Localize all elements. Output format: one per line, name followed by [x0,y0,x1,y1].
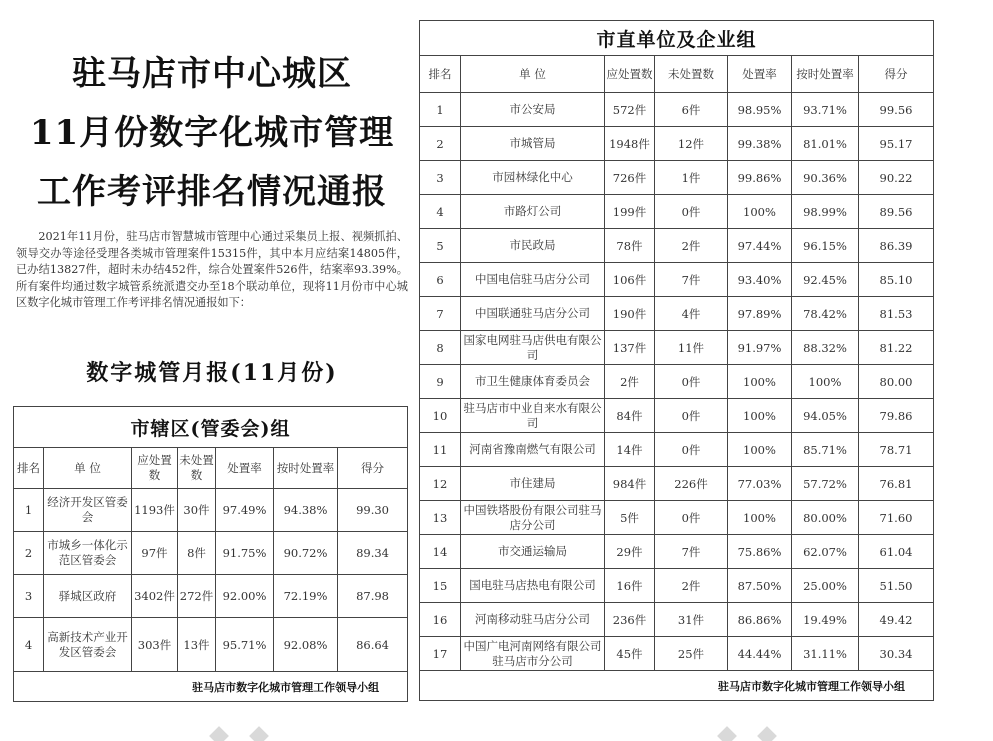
header-due: 应处置数 [605,56,655,93]
report-title-line-1: 驻马店市中心城区 [72,54,352,94]
table-row: 14 市交通运输局 29件 7件 75.86% 62.07% 61.04 [420,535,934,569]
table-row: 9 市卫生健康体育委员会 2件 0件 100% 100% 80.00 [420,365,934,399]
district-header-row [14,448,408,489]
table-row: 12 市住建局 984件 226件 77.03% 57.72% 76.81 [420,467,934,501]
table-row: 3 驿城区政府 3402件 272件 92.00% 72.19% 87.98 [14,575,408,618]
table-row: 1 市公安局 572件 6件 98.95% 93.71% 99.56 [420,93,934,127]
page-ornament [717,726,737,741]
table-row: 11 河南省豫南燃气有限公司 14件 0件 100% 85.71% 78.71 [420,433,934,467]
header-ontime-rate: 按时处置率 [792,56,859,93]
header-rate: 处置率 [728,56,792,93]
table-row: 7 中国联通驻马店分公司 190件 4件 97.89% 78.42% 81.53 [420,297,934,331]
table-row: 2 市城乡一体化示范区管委会 97件 8件 91.75% 90.72% 89.34 [14,532,408,575]
district-ranking-table [13,406,408,702]
intro-paragraph: 2021年11月份，驻马店市智慧城市管理中心通过采集员上报、视频抓拍、领导交办等途径受理各类城市管理案件15315件，其中本月应结案14805件，已办结13827件，超时未办结452件，综合处置案件526件，结案率93.39%。所有案件均通过数字城管系统派遣交办至18个联动单位，现将11月份市中心城区数字化城市管理工作考评排名情况通报如下： [16,230,408,309]
district-group-title: 市辖区(管委会)组 [14,407,408,448]
table-row: 8 国家电网驻马店供电有限公司 137件 11件 91.97% 88.32% 81.22 [420,331,934,365]
table-row: 3 市园林绿化中心 726件 1件 99.86% 90.36% 90.22 [420,161,934,195]
header-due: 应处置数 [132,448,178,489]
municipal-group-title: 市直单位及企业组 [420,21,934,56]
header-score: 得分 [338,448,408,489]
page-ornament [757,726,777,741]
header-rate: 处置率 [216,448,274,489]
municipal-header-row [420,56,934,93]
municipal-ranking-table [419,20,934,701]
monthly-report-subtitle: 数字城管月报(11月份) [86,360,338,386]
header-pending: 未处置数 [655,56,728,93]
table-row: 17 中国广电河南网络有限公司驻马店市分公司 45件 25件 44.44% 31.11% 30.34 [420,637,934,671]
table-row: 4 市路灯公司 199件 0件 100% 98.99% 89.56 [420,195,934,229]
header-ontime-rate: 按时处置率 [274,448,338,489]
table-row: 2 市城管局 1948件 12件 99.38% 81.01% 95.17 [420,127,934,161]
page-ornament [249,726,269,741]
header-rank: 排名 [420,56,461,93]
district-table-footer: 驻马店市数字化城市管理工作领导小组 [14,672,408,702]
table-row: 6 中国电信驻马店分公司 106件 7件 93.40% 92.45% 85.10 [420,263,934,297]
header-pending: 未处置数 [178,448,216,489]
header-rank: 排名 [14,448,44,489]
page-ornament [209,726,229,741]
table-row: 5 市民政局 78件 2件 97.44% 96.15% 86.39 [420,229,934,263]
header-unit: 单 位 [461,56,605,93]
header-score: 得分 [859,56,934,93]
report-title-line-3: 工作考评排名情况通报 [37,172,387,212]
table-row: 4 高新技术产业开发区管委会 303件 13件 95.71% 92.08% 86.64 [14,618,408,672]
report-title-line-2: 11月份数字化城市管理 [29,113,395,153]
header-unit: 单 位 [44,448,132,489]
table-row: 10 驻马店市中业自来水有限公司 84件 0件 100% 94.05% 79.86 [420,399,934,433]
table-row: 15 国电驻马店热电有限公司 16件 2件 87.50% 25.00% 51.50 [420,569,934,603]
municipal-table-footer: 驻马店市数字化城市管理工作领导小组 [420,671,934,701]
table-row: 13 中国铁塔股份有限公司驻马店分公司 5件 0件 100% 80.00% 71.60 [420,501,934,535]
table-row: 1 经济开发区管委会 1193件 30件 97.49% 94.38% 99.30 [14,489,408,532]
table-row: 16 河南移动驻马店分公司 236件 31件 86.86% 19.49% 49.42 [420,603,934,637]
